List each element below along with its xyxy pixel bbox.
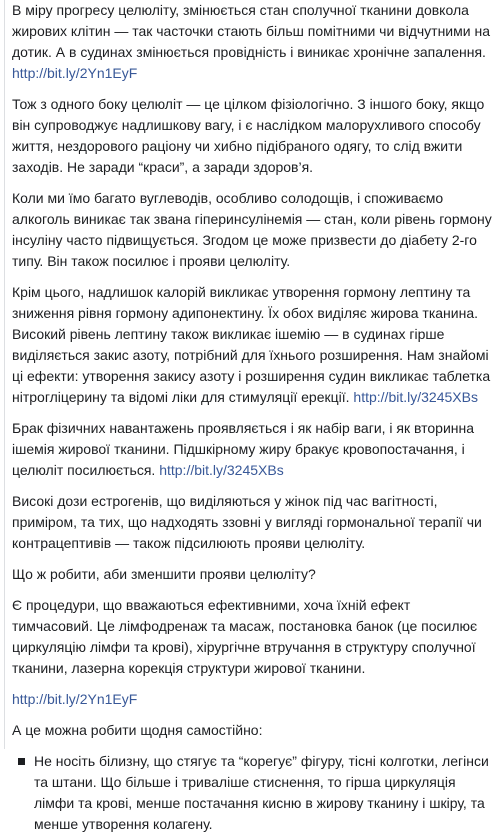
paragraph-9 — [12, 689, 492, 710]
paragraph-7: Що ж робити, аби зменшити прояви целюліту? — [12, 566, 316, 582]
list-item-text: Не носіть білизну, що стягує та “корегує” фігуру, тісні колготки, легінси та штани. Що більше і триваліше стиснення, то гірша циркуляція лімфи та крові, менше постачання кисню в жирову тканину і шкіру, та менше утворення колагену. — [34, 753, 489, 832]
list-item — [12, 751, 492, 835]
source-link[interactable]: http://bit.ly/2Yn1EyF — [12, 691, 138, 707]
paragraph-2: Тож з одного боку целюліт — це цілком фізіологічно. З іншого боку, якщо він супроводжує надлишкову вагу, і є наслідком малорухливого способу життя, нездорового раціону чи хибно підібраного одягу, то слід вжити заходів. Не заради “краси”, а заради здоров’я. — [12, 96, 485, 175]
source-link[interactable]: http://bit.ly/3245XBs — [353, 389, 478, 405]
paragraph-10: А це можна робити щодня самостійно: — [12, 722, 263, 738]
source-link[interactable]: http://bit.ly/2Yn1EyF — [12, 65, 138, 81]
paragraph-5: Брак фізичних навантажень проявляється і як набір ваги, і як вторинна ішемія жирової тканини. Підшкірному жиру бракує кровопостачання, і целюліт посилюється. http://bit.ly/3245XBs — [12, 420, 475, 478]
paragraph-4: Крім цього, надлишок калорій викликає утворення гормону лептину та зниження рівня гормону адипонектину. Їх обох виділяє жирова тканина. Високий рівень лептину також викликає ішемію — в судинах гірше виділяється закис азоту, потрібний для їхнього розширення. Нам знайомі ці ефекти: утворення закису азоту і розширення судин викликає таблетка нітрогліцерину та відомі ліки для стимуляції ерекції. http://bit.ly/3245XBs — [12, 284, 491, 405]
paragraph-6: Високі дози естрогенів, що виділяються у жінок під час вагітності, приміром, та тих, що надходять ззовні у вигляді гормональної терапії чи контрацептивів — також підсилюють прояви целюліту. — [12, 493, 482, 551]
paragraph-8: Є процедури, що вважаються ефективними, хоча їхній ефект тимчасовий. Це лімфодренаж та масаж, постановка банок (це посилює циркуляцію лімфи та крові), хірургічне втручання в структуру сполучної тканини, лазерна корекція структури жирової тканини. — [12, 597, 478, 676]
paragraph-3: Коли ми їмо багато вуглеводів, особливо солодощів, і споживаємо алкоголь виникає так звана гіперинсулінемія — стан, коли рівень гормону інсуліну часто підвищується. Згодом це може призвести до діабету 2-го типу. Він також посилює і прояви целюліту. — [12, 190, 492, 269]
source-link[interactable]: http://bit.ly/3245XBs — [159, 462, 284, 478]
bullet-square-icon — [18, 758, 25, 765]
paragraph-1: В міру прогресу целюліту, змінюється стан сполучної тканини довкола жирових клітин — так часточки стають більш помітними чи відчутними на дотик. А в судинах змінюється провідність і виникає хронічне запалення. http://bit.ly/2Yn1EyF — [12, 2, 490, 81]
